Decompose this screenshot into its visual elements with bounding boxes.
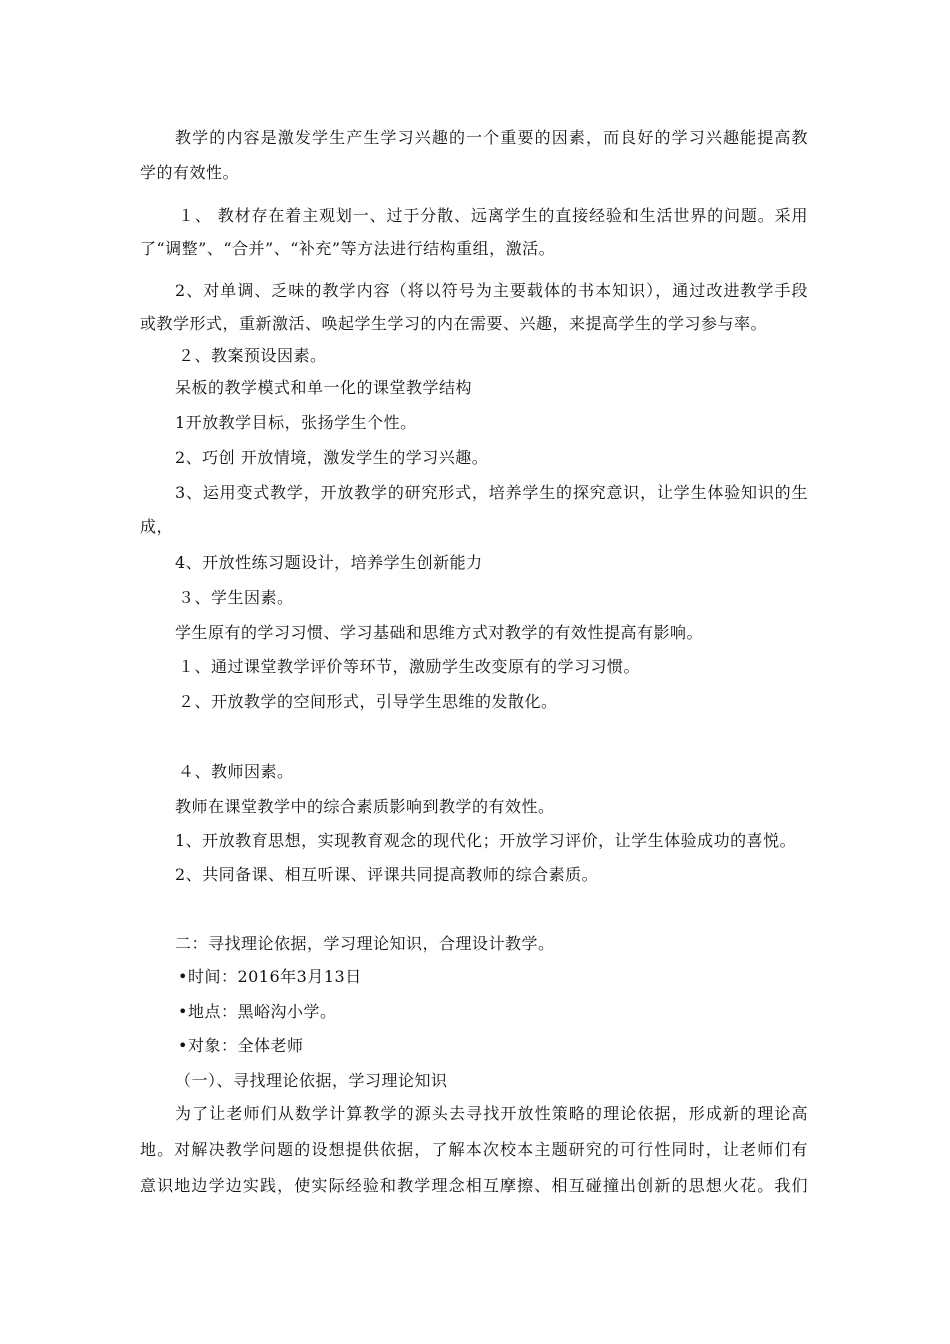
paragraph-line: 了“调整”、“合并”、“补充”等方法进行结构重组，激活。 <box>140 239 556 258</box>
list-item: 3、运用变式教学，开放教学的研究形式，培养学生的探究意识，让学生体验知识的生 <box>175 483 808 502</box>
paragraph-line: 学生原有的学习习惯、学习基础和思维方式对教学的有效性提高有影响。 <box>175 623 704 642</box>
section-heading: ３、学生因素。 <box>178 588 294 607</box>
list-item: １、通过课堂教学评价等环节，激励学生改变原有的学习习惯。 <box>178 657 641 676</box>
section-heading: ２、教案预设因素。 <box>178 346 327 365</box>
paragraph-line: 成， <box>140 517 174 536</box>
paragraph-line: 或教学形式，重新激活、唤起学生学习的内在需要、兴趣，来提高学生的学习参与率。 <box>140 314 768 333</box>
paragraph-line: 意识地边学边实践，使实际经验和教学理念相互摩擦、相互碰撞出创新的思想火花。我们 <box>140 1176 808 1195</box>
list-item: ２、开放教学的空间形式，引导学生思维的发散化。 <box>178 692 558 711</box>
paragraph-line: 学的有效性。 <box>140 163 240 182</box>
list-item: •时间：2016年3月13日 <box>178 967 362 986</box>
list-item: 1、开放教育思想，实现教育观念的现代化；开放学习评价，让学生体验成功的喜悦。 <box>175 831 797 850</box>
list-item: 2、巧创 开放情境，激发学生的学习兴趣。 <box>175 448 489 467</box>
list-item: 2、共同备课、相互听课、评课共同提高教师的综合素质。 <box>175 865 599 884</box>
paragraph-line: 教学的内容是激发学生产生学习兴趣的一个重要的因素，而良好的学习兴趣能提高教 <box>175 128 808 147</box>
section-heading: （一）、寻找理论依据，学习理论知识 <box>175 1071 448 1090</box>
list-item: 4、开放性练习题设计，培养学生创新能力 <box>175 553 483 572</box>
paragraph-line: 教师在课堂教学中的综合素质影响到教学的有效性。 <box>175 797 555 816</box>
paragraph-line: １、 教材存在着主观划一、过于分散、远离学生的直接经验和生活世界的问题。采用 <box>178 206 808 225</box>
list-item: •对象：全体老师 <box>178 1036 304 1055</box>
section-heading: ４、教师因素。 <box>178 762 294 781</box>
paragraph-line: 2、对单调、乏味的教学内容（将以符号为主要载体的书本知识），通过改进教学手段 <box>175 281 808 300</box>
list-item: •地点：黑峪沟小学。 <box>178 1002 337 1021</box>
section-heading: 二：寻找理论依据，学习理论知识，合理设计教学。 <box>175 934 555 953</box>
list-item: 1开放教学目标，张扬学生个性。 <box>175 413 417 432</box>
paragraph-line: 地。对解决教学问题的设想提供依据，了解本次校本主题研究的可行性同时，让老师们有 <box>140 1140 808 1159</box>
paragraph-line: 呆板的教学模式和单一化的课堂教学结构 <box>175 378 473 397</box>
paragraph-line: 为了让老师们从数学计算教学的源头去寻找开放性策略的理论依据，形成新的理论高 <box>175 1104 808 1123</box>
